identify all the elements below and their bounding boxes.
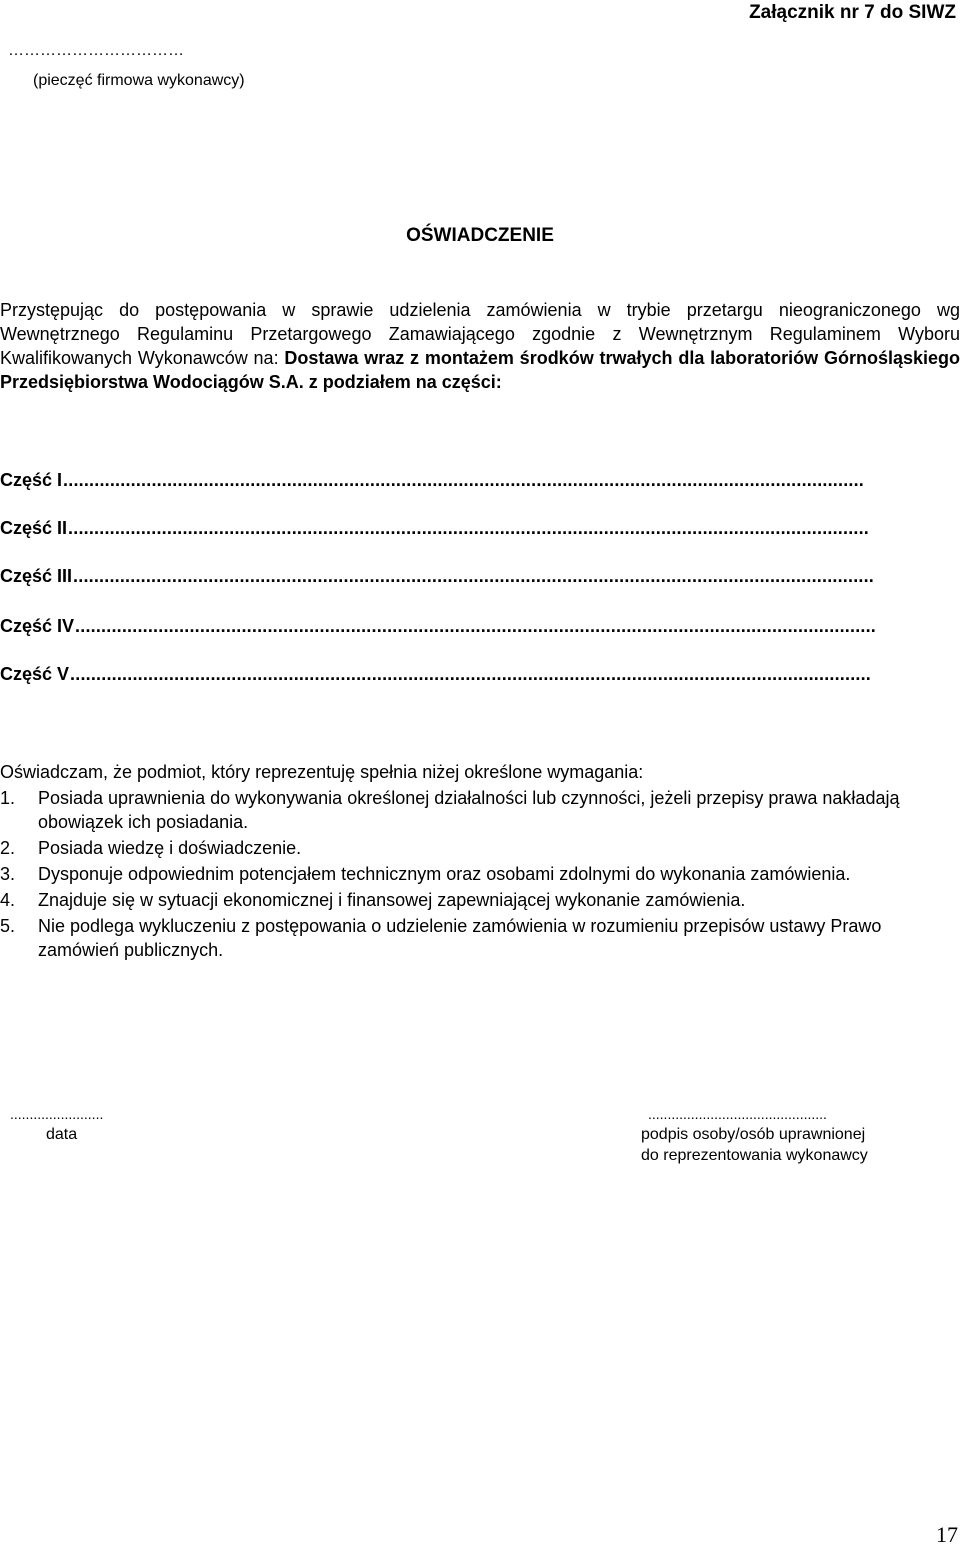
part-line-3 [0, 566, 958, 587]
document-title: OŚWIADCZENIE [406, 225, 554, 246]
requirement-item [0, 888, 960, 912]
part-label: Część III [0, 566, 73, 586]
part-dots: .......................................................................................................................................................... [75, 616, 876, 636]
requirements-list [0, 786, 960, 964]
page-number: 17 [936, 1522, 958, 1547]
requirement-number: 1. [0, 788, 16, 808]
part-line-5 [0, 664, 958, 685]
requirement-number: 4. [0, 890, 16, 910]
date-label: data [46, 1126, 78, 1143]
part-dots: .......................................................................................................................................................... [70, 664, 871, 684]
date-dots: ........................ [10, 1106, 104, 1122]
part-label: Część IV [0, 616, 75, 636]
company-stamp-label: (pieczęć firmowa wykonawcy) [33, 72, 245, 89]
part-label: Część V [0, 664, 70, 684]
requirement-number: 3. [0, 864, 16, 884]
requirement-number: 5. [0, 916, 16, 936]
signature-dots: .............................................. [648, 1106, 827, 1122]
requirement-text: Posiada wiedzę i doświadczenie. [38, 838, 302, 858]
declaration-intro: Oświadczam, że podmiot, który reprezentuję spełnia niżej określone wymagania: [0, 762, 644, 782]
part-dots: .......................................................................................................................................................... [68, 518, 869, 538]
signature-label-line-2: do reprezentowania wykonawcy [641, 1147, 868, 1164]
attachment-header: Załącznik nr 7 do SIWZ [749, 2, 956, 23]
requirement-text: Znajduje się w sytuacji ekonomicznej i finansowej zapewniającej wykonanie zamówienia. [38, 890, 746, 910]
part-label: Część II [0, 518, 68, 538]
part-label: Część I [0, 470, 63, 490]
requirement-text: Nie podlega wykluczeniu z postępowania o udzielenie zamówienia w rozumieniu przepisów ustawy Prawo zamówień publicznych. [38, 916, 882, 960]
requirement-text: Posiada uprawnienia do wykonywania określonej działalności lub czynności, jeżeli przepisy prawa nakładają obowiązek ich posiadania. [38, 788, 900, 832]
requirement-item [0, 786, 960, 834]
part-line-2 [0, 518, 958, 539]
requirement-text: Dysponuje odpowiednim potencjałem technicznym oraz osobami zdolnymi do wykonania zamówienia. [38, 864, 851, 884]
requirement-item [0, 862, 960, 886]
intro-paragraph [0, 298, 960, 394]
company-stamp-dots: …………………………… [8, 42, 184, 59]
requirement-item [0, 914, 960, 962]
requirement-item [0, 836, 960, 860]
signature-label-line-1: podpis osoby/osób uprawnionej [641, 1126, 866, 1143]
part-dots: .......................................................................................................................................................... [63, 470, 864, 490]
part-line-1 [0, 470, 958, 491]
requirement-number: 2. [0, 838, 16, 858]
part-line-4 [0, 616, 958, 637]
intro-lead: Przystępując do postępowania w sprawie udzielenia zamówienia w trybie przetargu nieograniczonego wg Wewnętrznego Regulaminu Przetargowego Zamawiającego zgodnie z Wewnętrznym Regulaminem Wyboru Kwalifikowanych Wykonawców na: [0, 300, 960, 368]
part-dots: .......................................................................................................................................................... [73, 566, 874, 586]
intro-subject: Dostawa wraz z montażem środków trwałych dla laboratoriów Górnośląskiego Przedsiębiorstwa Wodociągów S.A. z podziałem na części: [0, 348, 960, 392]
